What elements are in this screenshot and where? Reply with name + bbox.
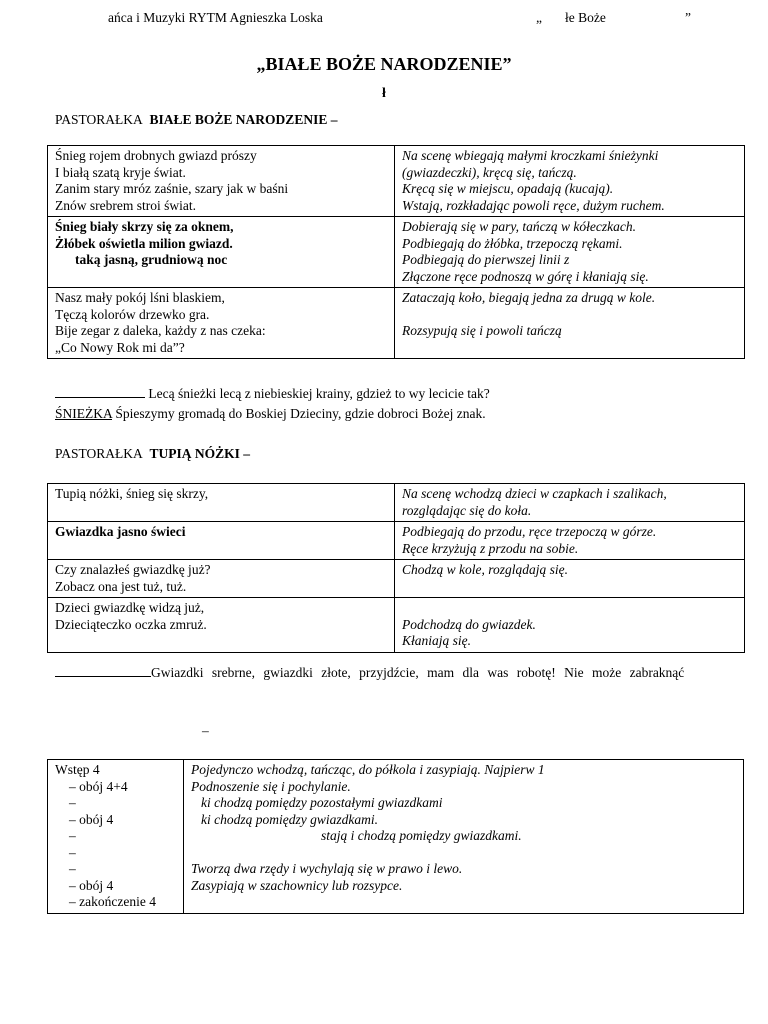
choreography-cell	[395, 484, 745, 522]
header-quote-open: „	[536, 10, 542, 25]
choreography-line: Podchodzą do gwiazdek.	[402, 616, 536, 632]
section3-right-cell	[184, 760, 744, 914]
lyric-line: Znów srebrem stroi świat.	[55, 197, 196, 213]
section2-prefix: PASTORAŁKA	[55, 446, 143, 461]
section1-prefix: PASTORAŁKA	[55, 112, 143, 127]
lyrics-cell	[48, 484, 395, 522]
choreography-line: Na scenę wbiegają małymi kroczkami śnieżynki	[402, 148, 659, 163]
choreography-line: Podbiegają do żłóbka, trzepoczą rękami.	[402, 235, 623, 251]
music-part-line: – obój 4	[69, 877, 114, 893]
choreography-line: Podnoszenie się i pochylanie.	[191, 778, 351, 794]
choreography-line: Kręcą się w miejscu, opadają (kucają).	[402, 181, 614, 196]
section2-name: TUPIĄ NÓŻKI –	[149, 446, 251, 461]
choreography-line: Chodzą w kole, rozglądają się.	[402, 562, 569, 577]
choreography-line: Dobierają się w pary, tańczą w kółeczkach.	[402, 219, 636, 234]
lyric-line: „Co Nowy Rok mi da”?	[55, 339, 185, 355]
dialog1-line2	[55, 406, 486, 422]
page-subtitle: ł	[382, 86, 386, 101]
table-row	[48, 288, 745, 359]
lyric-line: Czy znalazłeś gwiazdkę już?	[55, 562, 211, 577]
lyric-line: Dzieci gwiazdkę widzą już,	[55, 600, 205, 615]
section3-table	[47, 759, 744, 914]
lyrics-cell	[48, 146, 395, 217]
choreography-line: Ręce krzyżują z przodu na sobie.	[402, 540, 579, 556]
choreography-line	[402, 307, 738, 324]
lyric-line: Dzieciąteczko oczka zmruż.	[55, 616, 207, 632]
lyrics-cell	[48, 598, 395, 653]
choreography-line: stają i chodzą pomiędzy gwiazdkami.	[321, 828, 522, 843]
table-row	[48, 522, 745, 560]
choreography-line: rozglądając się do koła.	[402, 502, 532, 518]
choreography-line: Kłaniają się.	[402, 633, 472, 648]
lyric-line: Gwiazdka jasno świeci	[55, 524, 186, 539]
choreography-line: Tworzą dwa rzędy i wychylają się w prawo i lewo.	[191, 861, 463, 876]
dialog1-line1	[55, 386, 490, 402]
header-right: łe Boże	[565, 10, 606, 25]
lyrics-cell	[48, 522, 395, 560]
choreography-line	[402, 600, 738, 617]
dialog2-text: Gwiazdki srebrne, gwiazdki złote, przyjdźcie, mam dla was robotę! Nie może zabraknąć	[151, 665, 685, 680]
choreography-line: Rozsypują się i powoli tańczą	[402, 323, 562, 338]
choreography-line: ki chodzą pomiędzy gwiazdkami.	[201, 811, 378, 827]
music-part-line: –	[69, 795, 76, 810]
music-part-line: – obój 4+4	[69, 778, 128, 794]
choreography-cell	[395, 146, 745, 217]
lyric-line: Zobacz ona jest tuż, tuż.	[55, 578, 187, 594]
choreography-line: Wstają, rozkładając powoli ręce, dużym ruchem.	[402, 197, 665, 213]
table-row	[48, 146, 745, 217]
section1-heading	[55, 112, 337, 128]
lyric-line: Śnieg biały skrzy się za oknem,	[55, 219, 234, 234]
music-part-line: – zakończenie 4	[69, 894, 156, 909]
music-part-line: –	[69, 844, 76, 860]
section1-table	[47, 145, 745, 359]
lyric-line: Tupią nóżki, śnieg się skrzy,	[55, 486, 209, 501]
choreography-cell	[395, 598, 745, 653]
choreography-cell	[395, 288, 745, 359]
choreography-line: Pojedynczo wchodzą, tańcząc, do półkola i zasypiają. Najpierw 1	[191, 762, 545, 777]
choreography-line: Podbiegają do pierwszej linii z	[402, 252, 570, 267]
lyric-line: Tęczą kolorów drzewko gra.	[55, 306, 210, 322]
music-part-line: –	[69, 828, 76, 843]
table-row	[48, 598, 745, 653]
dialog2-line	[55, 665, 684, 681]
lyric-line: I białą szatą kryje świat.	[55, 164, 186, 180]
choreography-line: Na scenę wchodzą dzieci w czapkach i szalikach,	[402, 486, 667, 501]
choreography-line	[191, 845, 737, 862]
table-row	[48, 560, 745, 598]
music-part-line: – obój 4	[69, 811, 114, 827]
choreography-line: Zasypiają w szachownicy lub rozsypce.	[191, 877, 403, 893]
speaker-blank	[55, 397, 145, 398]
choreography-cell	[395, 522, 745, 560]
choreography-line: Podbiegają do przodu, ręce trzepoczą w górze.	[402, 524, 657, 539]
lyrics-cell	[48, 217, 395, 288]
header-quote-close: ”	[685, 10, 691, 25]
page-title: „BIAŁE BOŻE NARODZENIE”	[256, 54, 512, 74]
lyric-line: taką jasną, grudniową noc	[75, 252, 228, 267]
choreography-cell	[395, 217, 745, 288]
section1-name: BIAŁE BOŻE NARODZENIE –	[149, 112, 338, 127]
section2-table	[47, 483, 745, 653]
music-part-line: –	[69, 861, 76, 876]
lyric-line: Śnieg rojem drobnych gwiazd prószy	[55, 148, 257, 163]
lyrics-cell	[48, 560, 395, 598]
lyrics-cell	[48, 288, 395, 359]
dialog1-text2: Śpieszymy gromadą do Boskiej Dzieciny, gdzie dobroci Bożej znak.	[112, 406, 486, 421]
table-row	[48, 484, 745, 522]
choreography-line: ki chodzą pomiędzy pozostałymi gwiazdkami	[201, 795, 443, 810]
dialog2-dash: –	[202, 723, 209, 738]
dialog1-speaker: ŚNIEŻKA	[55, 406, 112, 421]
section3-left-cell	[48, 760, 184, 914]
dialog1-text1: Lecą śnieżki lecą z niebieskiej krainy, gdzież to wy lecicie tak?	[148, 386, 490, 401]
music-part-line: Wstęp 4	[55, 762, 100, 777]
choreography-line: (gwiazdeczki), kręcą się, tańczą.	[402, 164, 577, 180]
lyric-line: Bije zegar z daleka, każdy z nas czeka:	[55, 323, 266, 338]
lyric-line: Żłóbek oświetla milion gwiazd.	[55, 235, 233, 251]
speaker-blank-2	[55, 676, 151, 677]
choreography-cell	[395, 560, 745, 598]
header-left: ańca i Muzyki RYTM Agnieszka Loska	[108, 10, 323, 25]
lyric-line: Nasz mały pokój lśni blaskiem,	[55, 290, 225, 305]
choreography-line: Zataczają koło, biegają jedna za drugą w kole.	[402, 290, 656, 305]
lyric-line: Zanim stary mróz zaśnie, szary jak w baśni	[55, 181, 289, 196]
choreography-line: Złączone ręce podnoszą w górę i kłaniają się.	[402, 268, 649, 284]
section2-heading	[55, 446, 250, 462]
table-row	[48, 217, 745, 288]
